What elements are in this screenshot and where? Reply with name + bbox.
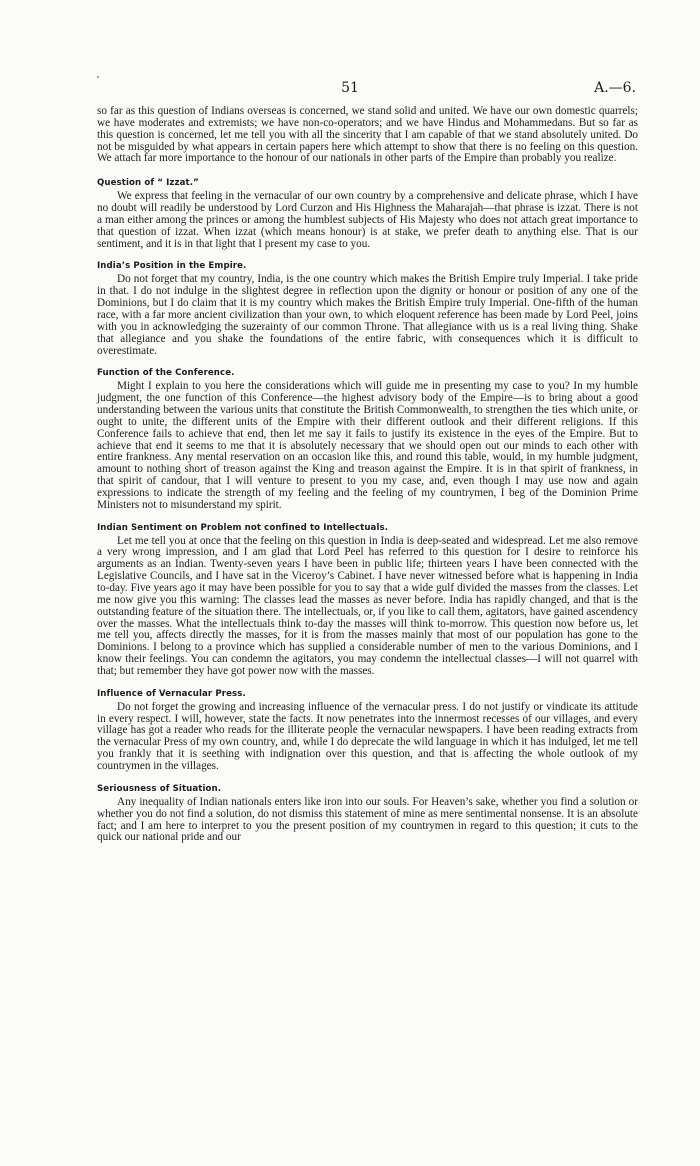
section-india-position [97,260,638,357]
section-izzat [97,177,638,250]
section-indian-sentiment [97,522,638,678]
section-vernacular-press [97,688,638,773]
page-number: 51 [341,80,359,96]
section-heading: Influence of Vernacular Press. [97,688,246,699]
section-paragraph: Do not forget the growing and increasing influence of the vernacular press. I do not justify or vindicate its attitude in every respect. I will, however, state the facts. It now penetrates into the innermost recesses of our villages, and every village has got a reader who reads for the illiterate people the vernacular newspapers. I have been reading extracts from the vernacular Press of my own country, and, while I do deprecate the wild language in which it has indulged, let me tell you frankly that it is seething with indignation over this question, and that is affecting the whole outlook of my countrymen in the villages. [97,700,638,772]
section-paragraph: Might I explain to you here the considerations which will guide me in presenting my case to you? In my humble judgment, the one function of this Conference—the highest advisory body of the Empire—is to bring about a good understanding between the various units that constitute the British Commonwealth, to strengthen the ties which unite, or ought to unite, the different units of the Empire with their different outlook and their different religions. If this Conference fails to achieve that end, then let me say it fails to justify its existence in the eyes of the Empire. But to achieve that end it seems to me that it is absolutely necessary that we should open out our minds to each other with entire frankness. Any mental reservation on an occasion like this, and round this table, would, in my humble judgment, amount to nothing short of treason against the King and treason against the Empire. It is in that spirit of frankness, in that spirit of candour, that I will venture to present to you my case, and, even though I may use now and again expressions to indicate the strength of my feeling and the feeling of my countrymen, I beg of the Dominion Prime Ministers not to misunderstand my spirit. [97,380,638,511]
section-heading: Question of “ Izzat.” [97,178,199,189]
section-paragraph: Any inequality of Indian nationals enters like iron into our souls. For Heaven’s sake, whether you find a solution or whether you do not find a solution, do not dismiss this statement of mine as mere sentimental nonsense. It is an absolute fact; and I am here to interpret to you the present position of my countrymen in regard to this question; it cuts to the quick our national pride and our [97,795,638,844]
section-heading: India’s Position in the Empire. [97,261,247,272]
section-paragraph: Let me tell you at once that the feeling on this question in India is deep-seated and widespread. Let me also remove a very wrong impression, and I am glad that Lord Peel has referred to this question for I desire to reinforce his arguments as an Indian. Twenty-seven years I have been in public life; thirteen years I have been connected with the Legislative Councils, and I have sat in the Viceroy’s Cabinet. I have never witnessed before what is happening in India to-day. Five years ago it may have been possible for you to say that a wide gulf divided the masses from the classes. Let me now give you this warning: The classes lead the masses as never before. India has rapidly changed, and that is the outstanding feature of the situation there. The intellectuals, or, if you like to call them, agitators, have gained ascendency over the masses. What the intellectuals think to-day the masses will think to-morrow. This question now before us, let me tell you, affects directly the masses, for it is from the masses mainly that most of our population has gone to the Dominions. I belong to a province which has supplied a considerable number of men to the various Dominions, and I know their feelings. You can condemn the agitators, you may condemn the intellectual classes—I will not quarrel with that; but remember they have got power now with the masses. [97,534,638,677]
document-body [97,106,638,844]
opening-paragraph: so far as this question of Indians overseas is concerned, we stand solid and united. We have our own domestic quarrels; we have moderates and extremists; we have non-co-operators; and we have Hindus and Mohammedans. But so far as this question is concerned, let me tell you with all the sincerity that I am capable of that we stand absolutely united. Do not be misguided by what appears in certain papers here which attempt to show that there is no feeling on this question. We attach far more importance to the honour of our nationals in other parts of the Empire than probably you realize. [97,105,638,165]
section-seriousness [97,783,638,844]
section-paragraph: Do not forget that my country, India, is the one country which makes the British Empire truly Imperial. I take pride in that. I do not indulge in the slightest degree in reflection upon the dignity or honour or position of any one of the Dominions, but I do claim that it is my country which makes the British Empire truly Imperial. One-fifth of the human race, with a far more ancient civilization than your own, to which eloquent reference has been made by Lord Peel, joins with you in acknowledging the suzerainty of our common Throne. That allegiance with us is a real living thing. Shake that allegiance and you shake the foundations of the entire fabric, with consequences which it is difficult to overestimate. [97,273,638,357]
section-paragraph: We express that feeling in the vernacular of our own country by a comprehensive and delicate phrase, which I have no doubt will readily be understood by Lord Curzon and His Highness the Maharajah—that phrase is izzat. There is not a man either among the princes or among the humblest subjects of His Majesty who does not attach great importance to that question of izzat. When izzat (which means honour) is at stake, we prefer death to anything else. That is our sentiment, and it is in that light that I present my case to you. [97,190,638,250]
section-heading: Indian Sentiment on Problem not confined to Intellectuals. [97,522,389,533]
section-conference-function [97,367,638,511]
section-heading: Seriousness of Situation. [97,783,222,794]
section-heading: Function of the Conference. [97,368,235,379]
margin-mark [97,76,99,78]
document-reference: A.—6. [594,80,636,96]
